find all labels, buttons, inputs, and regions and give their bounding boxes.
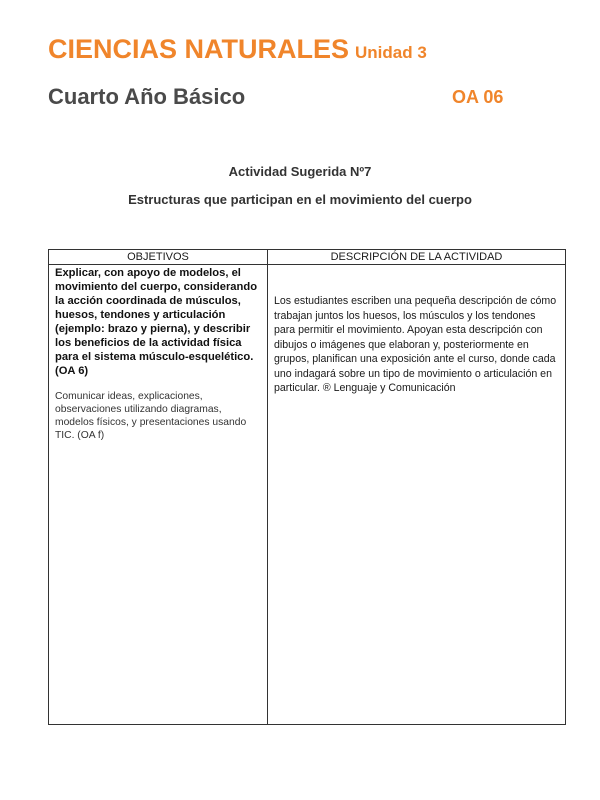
objective-main-text: Explicar, con apoyo de modelos, el movimiento del cuerpo, considerando la acción coordinada de músculos, huesos, tendones y articulación (ejemplo: brazo y pierna), y describir los beneficios de la actividad física para el sistema músculo-esquelético. (OA 6) — [55, 267, 258, 377]
activity-title: Actividad Sugerida Nº7 — [228, 164, 372, 179]
oa-code: OA 06 — [452, 87, 504, 107]
description-cell — [268, 265, 565, 724]
description-header: DESCRIPCIÓN DE LA ACTIVIDAD — [268, 250, 565, 265]
objectives-cell — [49, 265, 268, 724]
objectives-header: OBJETIVOS — [49, 250, 268, 265]
subject-heading — [48, 36, 427, 63]
objective-secondary-text: Comunicar ideas, explicaciones, observaciones utilizando diagramas, modelos físicos, y presentaciones usando TIC. (OA f) — [55, 391, 247, 441]
unit-label: Unidad 3 — [355, 43, 427, 62]
subject-title: CIENCIAS NATURALES — [48, 34, 350, 64]
activity-table — [48, 249, 566, 725]
activity-subtitle: Estructuras que participan en el movimiento del cuerpo — [128, 192, 472, 207]
description-text: Los estudiantes escriben una pequeña descripción de cómo trabajan juntos los huesos, los músculos y los tendones para permitir el movimiento. Apoyan esta descripción con dibujos o imágenes que elaboran y, posteriormente en grupos, planifican una exposición ante el curso, donde cada uno indagará sobre un tipo de movimiento o articulación en particular. ® Lenguaje y Comunicación — [274, 295, 557, 394]
grade-level: Cuarto Año Básico — [48, 84, 246, 109]
